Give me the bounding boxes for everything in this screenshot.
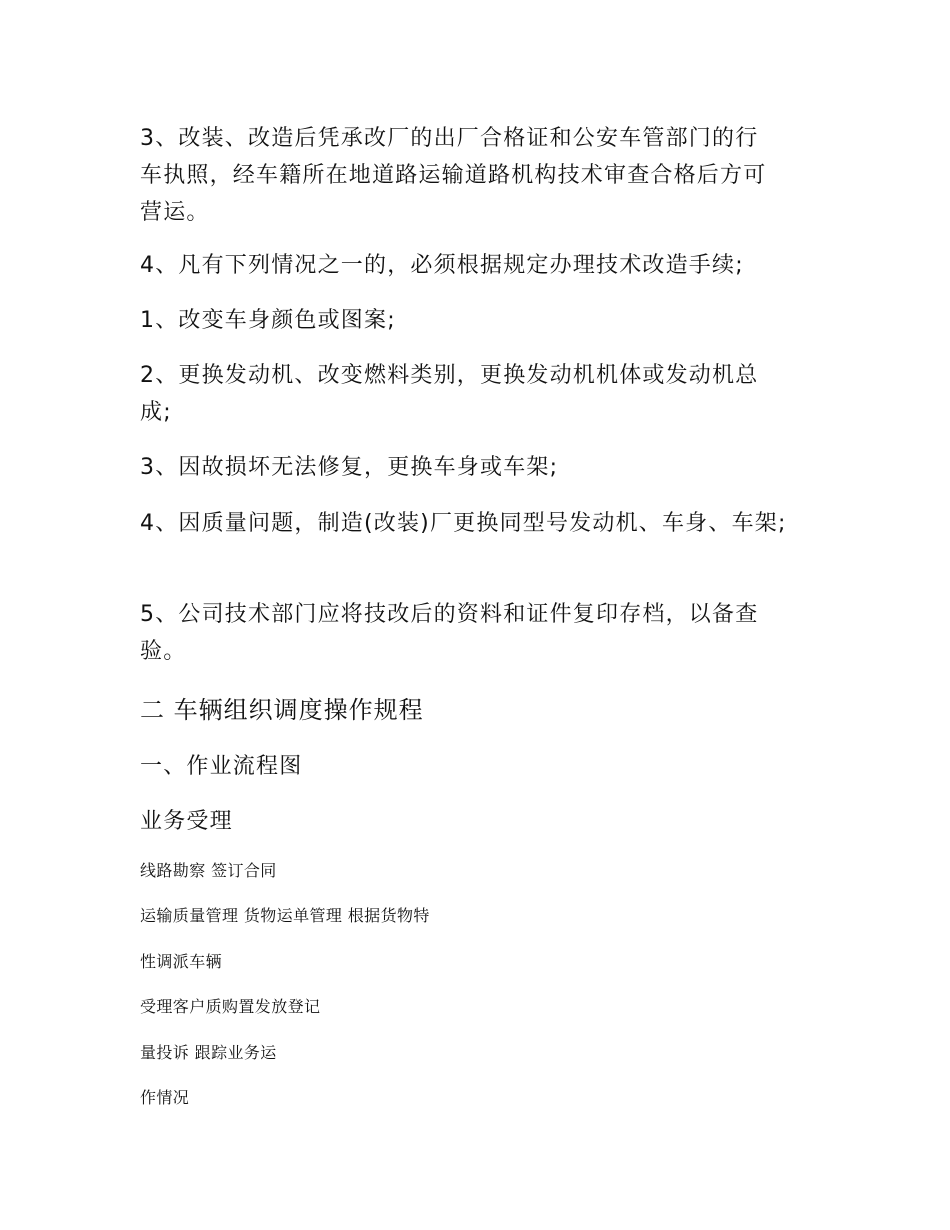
text-line: 营运。 [140,200,210,225]
paragraph-item-3 [140,120,766,231]
flow-line: 受理客户质购置发放登记 [140,997,321,1016]
flow-heading: 业务受理 [140,809,233,834]
text-line: 车执照，经车籍所在地道路运输道路机构技术审查合格后方可 [140,163,767,188]
text-line: 验。 [140,639,187,664]
paragraph-sub-4: 4、因质量问题，制造(改装)厂更换同型号发动机、车身、车架; [140,511,787,536]
flow-line: 作情况 [140,1088,190,1107]
paragraph-item-5 [140,596,758,670]
flow-line: 性调派车辆 [140,952,223,971]
text-line: 2、更换发动机、改变燃料类别，更换发动机机体或发动机总 [140,363,759,388]
paragraph-item-4: 4、凡有下列情况之一的，必须根据规定办理技术改造手续; [140,253,744,278]
section-title: 二 车辆组织调度操作规程 [140,696,424,724]
flow-line: 量投诉 跟踪业务运 [140,1043,277,1062]
text-line: 5、公司技术部门应将技改后的资料和证件复印存档，以备查 [140,602,759,627]
flow-line: 线路勘察 签订合同 [140,861,277,880]
paragraph-sub-3: 3、因故损坏无法修复，更换车身或车架; [140,455,559,480]
flow-line: 运输质量管理 货物运单管理 根据货物特 [140,906,430,925]
subsection-title: 一、作业流程图 [140,754,303,779]
text-line: 成; [140,400,172,425]
paragraph-sub-2 [140,357,758,431]
text-line: 3、改装、改造后凭承改厂的出厂合格证和公安车管部门的行 [140,126,759,151]
paragraph-sub-1: 1、改变车身颜色或图案; [140,308,396,333]
